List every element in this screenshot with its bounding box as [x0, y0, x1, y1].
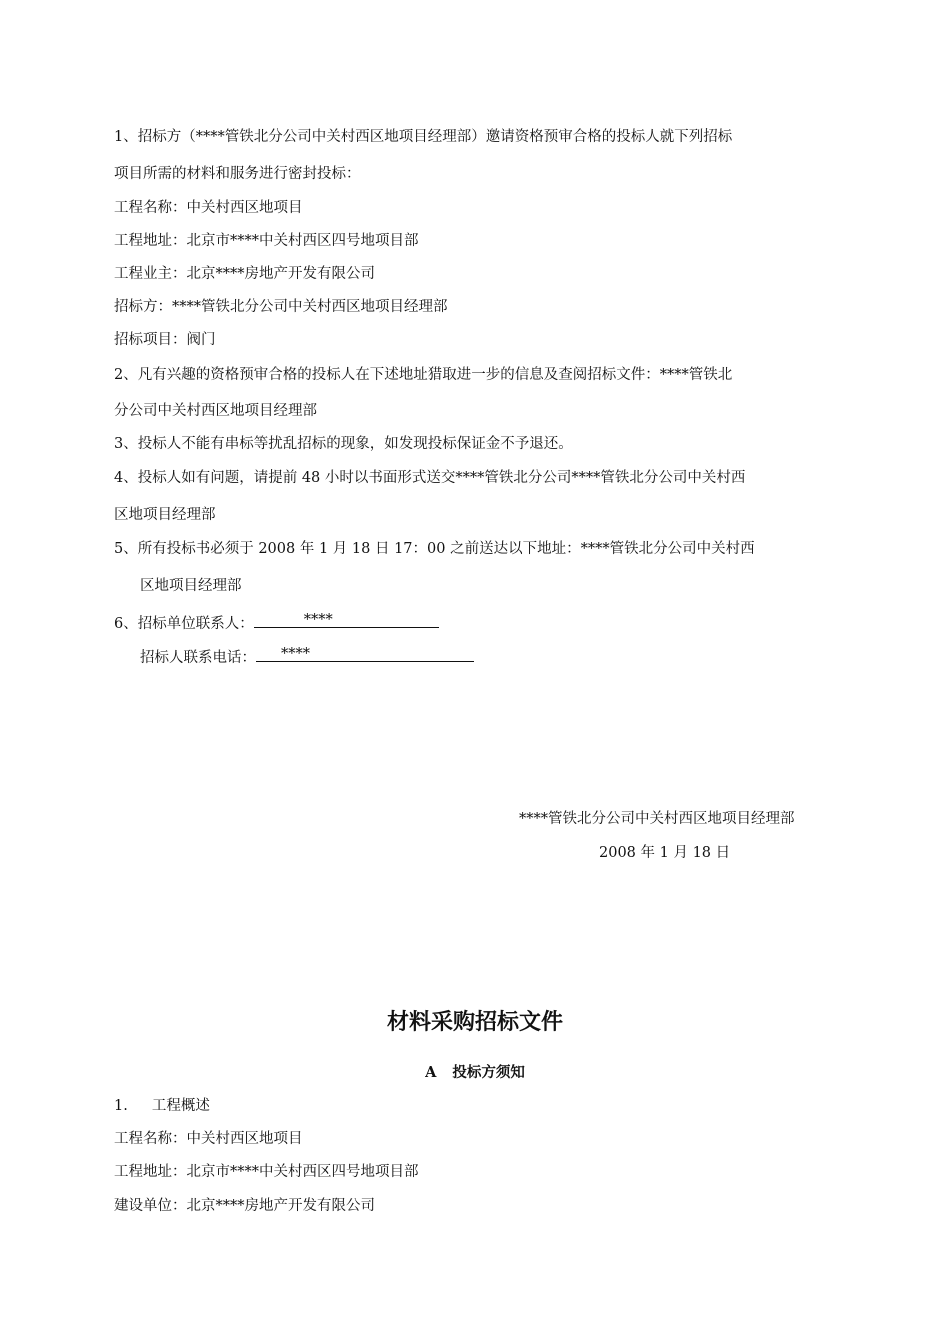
contact-row: [114, 610, 439, 634]
paragraph-1-line-2: 项目所需的材料和服务进行密封投标：: [114, 166, 361, 182]
contact-underline: [254, 610, 439, 628]
paragraph-4-line-1: 4、投标人如有问题，请提前 48 小时以书面形式送交****管铁北分公司****管铁北分公司中关村西: [114, 470, 746, 486]
overview-text: 工程概述: [151, 1098, 210, 1114]
contact-value: ****: [303, 612, 333, 628]
overview-number: 1.: [114, 1098, 128, 1114]
section-heading-text: 投标方须知: [452, 1064, 525, 1081]
paragraph-1-line-1: 1、招标方（****管铁北分公司中关村西区地项目经理部）邀请资格预审合格的投标人就下列招标: [114, 129, 733, 145]
doc-project-address: 工程地址：北京市****中关村西区四号地项目部: [114, 1164, 419, 1180]
section-letter: A: [425, 1064, 437, 1081]
paragraph-2-line-2: 分公司中关村西区地项目经理部: [114, 403, 317, 419]
paragraph-2-line-1: 2、凡有兴趣的资格预审合格的投标人在下述地址猎取进一步的信息及查阅招标文件：****管铁北: [114, 367, 733, 383]
phone-label: 招标人联系电话：: [140, 650, 256, 666]
phone-value: ****: [281, 646, 310, 662]
phone-underline: [256, 644, 474, 662]
project-name: 工程名称：中关村西区地项目: [114, 200, 303, 216]
contact-label: 6、招标单位联系人：: [114, 616, 254, 632]
project-address: 工程地址：北京市****中关村西区四号地项目部: [114, 233, 419, 249]
doc-builder: 建设单位：北京****房地产开发有限公司: [114, 1198, 375, 1214]
phone-row: [140, 644, 474, 668]
paragraph-3: 3、投标人不能有串标等扰乱招标的现象，如发现投标保证金不予退还。: [114, 436, 573, 452]
signature-org: ****管铁北分公司中关村西区地项目经理部: [519, 811, 795, 827]
doc-project-name: 工程名称：中关村西区地项目: [114, 1131, 303, 1147]
section-heading: [0, 1063, 950, 1083]
paragraph-5-line-1: 5、所有投标书必须于 2008 年 1 月 18 日 17：00 之前送达以下地址：****管铁北分公司中关村西: [114, 541, 755, 557]
tender-item: 招标项目：阀门: [114, 332, 216, 348]
tenderer: 招标方：****管铁北分公司中关村西区地项目经理部: [114, 299, 448, 315]
document-title: 材料采购招标文件: [386, 1010, 563, 1035]
signature-date: 2008 年 1 月 18 日: [599, 845, 731, 861]
project-owner: 工程业主：北京****房地产开发有限公司: [114, 266, 375, 282]
overview-item: [114, 1096, 210, 1116]
paragraph-5-line-2: 区地项目经理部: [140, 578, 242, 594]
paragraph-4-line-2: 区地项目经理部: [114, 507, 216, 523]
